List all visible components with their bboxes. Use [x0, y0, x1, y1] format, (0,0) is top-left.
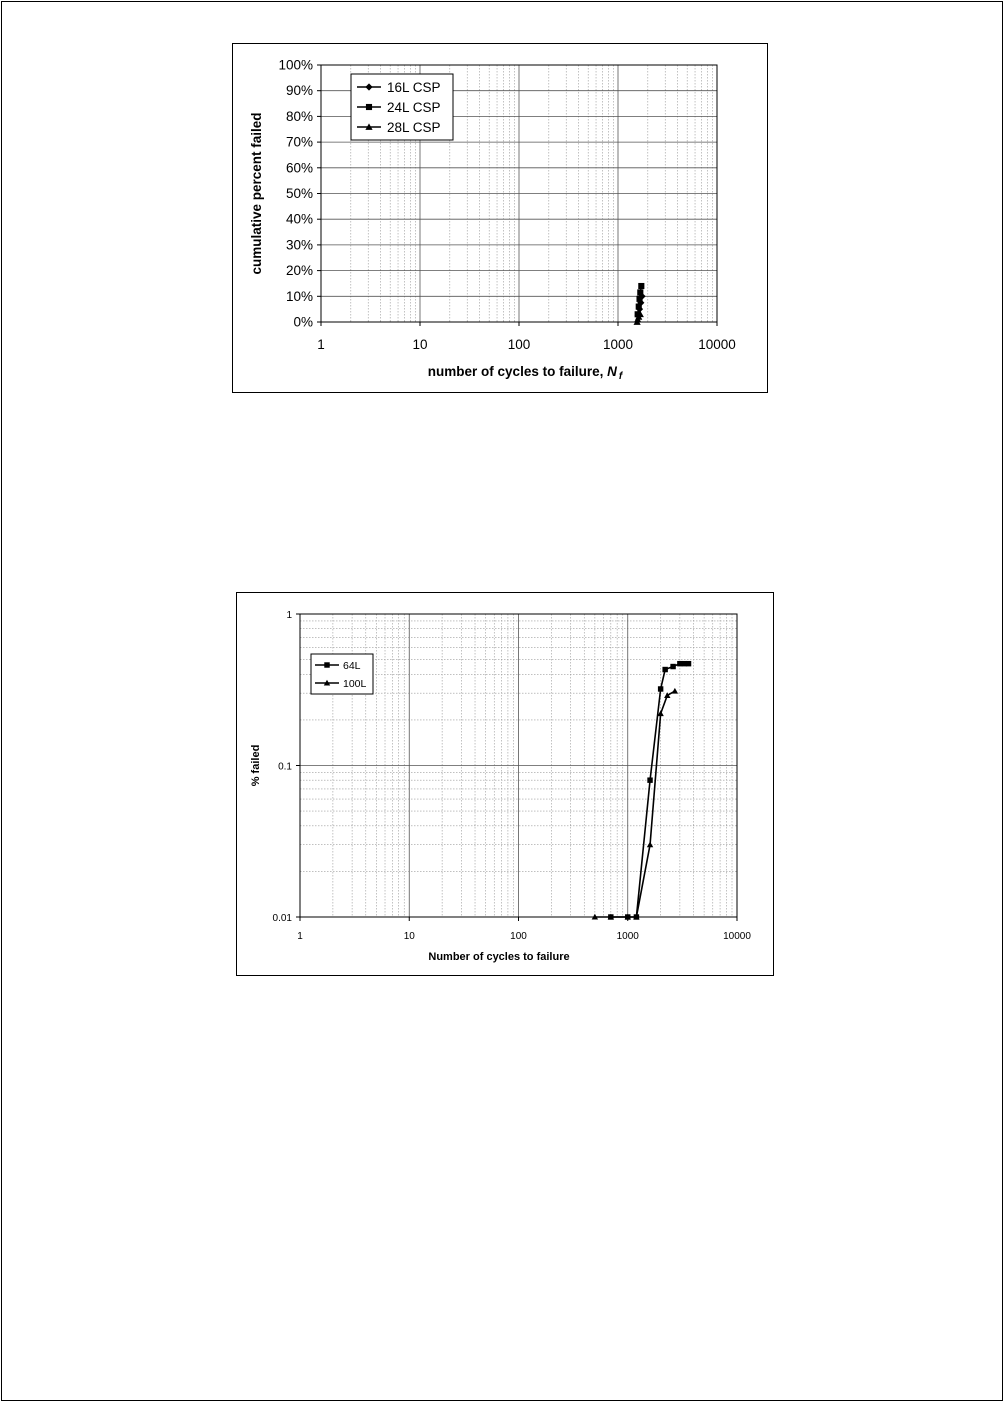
chart2-xtick-label: 100 — [510, 931, 527, 942]
chart2-legend — [311, 654, 373, 694]
chart2-data-point — [647, 777, 652, 782]
chart2-data-point — [647, 842, 653, 848]
chart1-ytick-label: 90% — [285, 83, 313, 99]
chart2-legend-label: 100L — [343, 678, 367, 690]
chart2-xtick-label: 10000 — [723, 931, 751, 942]
chart1-xtick-label: 1 — [317, 337, 325, 352]
chart1-legend — [351, 74, 453, 140]
chart1-data-point — [637, 289, 643, 295]
chart2-xaxis-title: Number of cycles to failure — [428, 951, 570, 963]
chart2-ytick-label: 0.01 — [272, 913, 292, 924]
chart1-ytick-label: 50% — [285, 186, 313, 201]
chart2-svg — [237, 593, 775, 977]
chart1-svg — [233, 44, 769, 394]
chart2-yaxis-title: % failed — [250, 744, 262, 787]
chart2-data-point — [662, 667, 667, 672]
chart2-data-point — [658, 686, 663, 691]
chart1-ytick-label: 10% — [285, 288, 313, 304]
chart2-legend-label: 64L — [343, 660, 361, 672]
chart2-ytick-label: 0.1 — [278, 761, 292, 773]
chart2-xtick-label: 1000 — [616, 931, 639, 942]
chart1-xtick-label: 10000 — [698, 337, 736, 352]
chart2-ytick-label: 1 — [286, 610, 292, 621]
chart1-ytick-label: 0% — [293, 314, 313, 330]
chart1-legend-marker — [366, 104, 372, 110]
chart1-ytick-label: 30% — [285, 237, 313, 253]
chart-percent-failed-log — [236, 592, 774, 976]
chart2-xtick-label: 10 — [403, 931, 415, 942]
chart1-ytick-label: 80% — [285, 108, 313, 124]
chart2-series-0 — [608, 661, 691, 920]
chart2-data-point — [672, 688, 678, 694]
chart1-data-point — [636, 296, 642, 302]
chart1-ytick-label: 70% — [285, 134, 313, 150]
chart1-ytick-label: 40% — [285, 211, 313, 227]
chart1-xtick-label: 100 — [507, 337, 531, 352]
chart2-data-point — [670, 664, 675, 669]
chart1-ytick-label: 100% — [278, 57, 313, 73]
chart1-legend-label: 16L CSP — [387, 80, 441, 95]
chart2-legend-marker — [324, 662, 329, 667]
chart1-xtick-label: 10 — [412, 337, 428, 352]
chart1-yaxis-title: cumulative percent failed — [249, 112, 264, 275]
chart1-data-point — [636, 304, 642, 310]
chart1-xaxis-title: number of cycles to failure, N $_f$ — [427, 364, 623, 382]
chart1-ytick-label: 60% — [285, 160, 313, 176]
chart1-data-point — [638, 283, 644, 289]
chart2-series-1 — [592, 688, 678, 920]
chart1-xtick-label: 1000 — [602, 337, 634, 352]
chart1-ytick-label: 20% — [285, 263, 313, 279]
chart1-legend-label: 28L CSP — [387, 120, 441, 135]
chart2-xtick-label: 1 — [297, 931, 303, 942]
chart2-series-line — [595, 691, 675, 917]
chart-cumulative-percent-failed — [232, 43, 768, 393]
chart1-legend-label: 24L CSP — [387, 100, 441, 115]
chart2-data-point — [686, 661, 691, 666]
